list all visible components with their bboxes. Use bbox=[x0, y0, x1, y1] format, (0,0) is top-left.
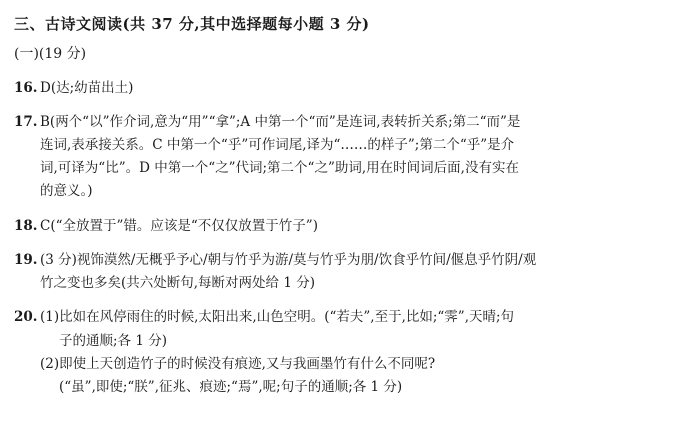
answer-line: B(两个“以”作介词,意为“用”“拿”;A 中第一个“而”是连词,表转折关系;第二“而”是 bbox=[40, 113, 521, 130]
question-number: 19. bbox=[14, 251, 38, 268]
answer-line: 连词,表承接关系。C 中第一个“乎”可作词尾,译为“……的样子”;第二个“乎”是介 bbox=[40, 137, 515, 154]
section-title: 三、古诗文阅读(共 37 分,其中选择题每小题 3 分) bbox=[14, 15, 370, 33]
question-text bbox=[40, 77, 672, 100]
question-17 bbox=[14, 111, 672, 204]
answer-line: 的意义。) bbox=[40, 183, 93, 200]
question-text bbox=[40, 215, 672, 238]
answer-line: 词,可译为“比”。D 中第一个“之”代词;第二个“之”助词,用在时间词后面,没有实在 bbox=[40, 160, 519, 177]
question-number: 20. bbox=[14, 309, 38, 326]
answer-line: D(达;幼苗出土) bbox=[40, 79, 134, 96]
subsection-label: (一)(19 分) bbox=[14, 46, 87, 62]
question-text bbox=[40, 249, 672, 295]
question-19 bbox=[14, 249, 672, 295]
answer-line: C(“全放置于”错。应该是“不仅仅放置于竹子”) bbox=[40, 217, 318, 234]
answer-line: (3 分)视饰漠然/无概乎予心/朝与竹乎为游/莫与竹乎为朋/饮食乎竹间/偃息乎竹阴/观 bbox=[40, 251, 537, 268]
question-number: 16. bbox=[14, 79, 38, 96]
question-text bbox=[40, 306, 672, 399]
question-18 bbox=[14, 215, 672, 238]
answer-line: (“虽”,即使;“朕”,征兆、痕迹;“焉”,呢;句子的通顺;各 1 分) bbox=[59, 379, 403, 395]
question-text bbox=[40, 111, 672, 204]
answer-line: 子的通顺;各 1 分) bbox=[59, 332, 167, 349]
answer-line: 竹之变也多矣(共六处断句,每断对两处给 1 分) bbox=[40, 275, 315, 292]
question-number: 17. bbox=[14, 113, 38, 130]
question-number: 18. bbox=[14, 217, 38, 234]
answer-line: (1)比如在风停雨住的时候,太阳出来,山色空明。(“若夫”,至于,比如;“霁”,天晴;句 bbox=[40, 309, 515, 326]
question-20 bbox=[14, 306, 672, 399]
question-16 bbox=[14, 77, 672, 100]
answer-line: (2)即使上天创造竹子的时候没有痕迹,又与我画墨竹有什么不同呢? bbox=[40, 355, 436, 372]
